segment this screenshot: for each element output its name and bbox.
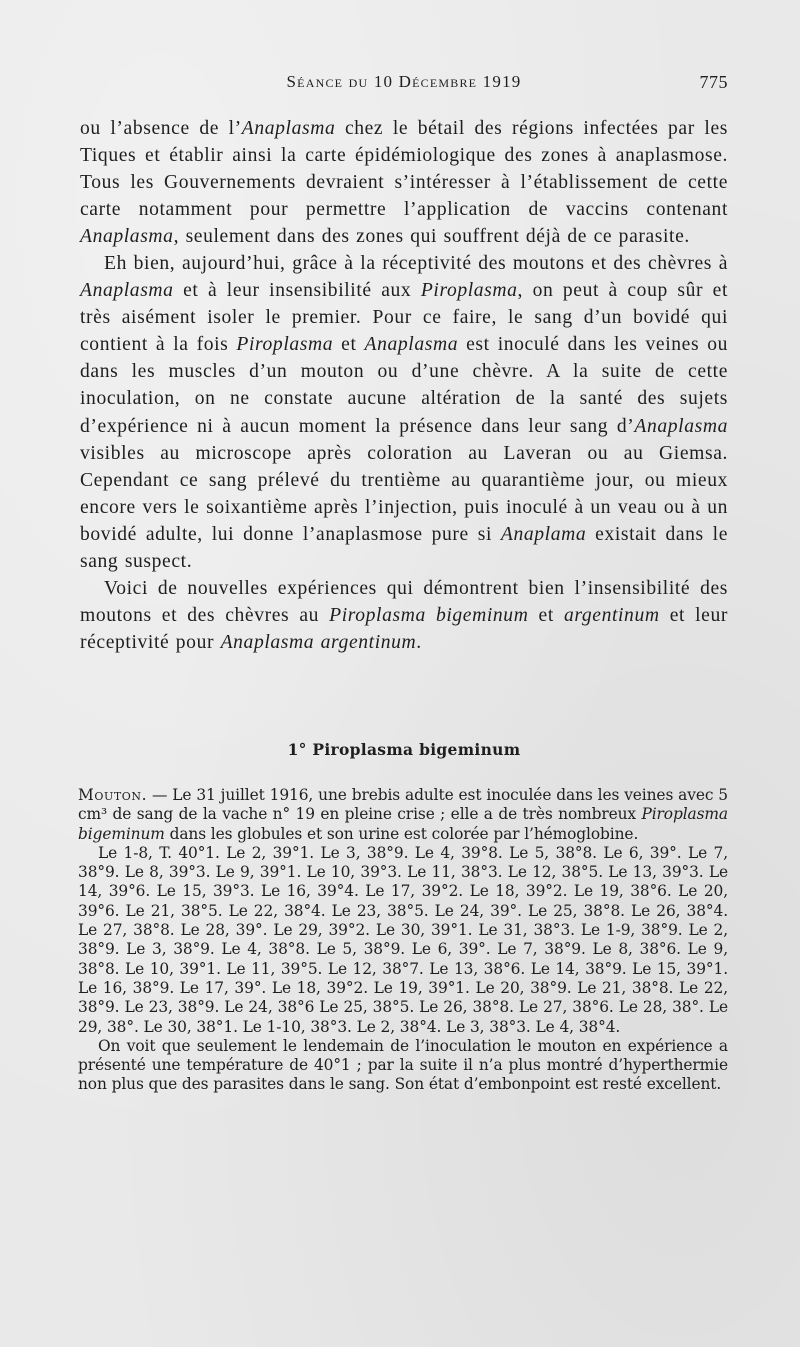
text-run: — Le 31 juillet 1916, une brebis adulte est inoculée dans les veines avec 5 cm³ de sang de la vache n° 19 en pleine crise ; elle a de très nombreux: [78, 786, 728, 824]
italic-term: Piroplasma bigeminum: [329, 604, 529, 626]
experiment-text: [78, 786, 728, 1095]
italic-term: Anaplama: [500, 523, 587, 545]
text-run: et leur réceptivité pour: [80, 604, 728, 653]
text-run: , on peut à coup sûr et très aisément isoler le premier. Pour ce faire, le sang d’un bovidé qui contient à la fois: [80, 280, 728, 356]
running-header: [80, 72, 728, 96]
paragraph-2: [80, 250, 728, 575]
italic-term: Anaplasma: [80, 280, 174, 302]
mouton-label: Mouton.: [78, 786, 148, 804]
header-title: Séance du 10 Décembre 1919: [286, 72, 522, 91]
text-run: visibles au microscope après coloration au Laveran ou au Giemsa. Cependant ce sang prélevé du trentième au quarantième jour, ou mieux encore vers le soixantième après l’injection, puis inoculé à un veau ou à un bovidé adulte, lui donne l’anaplasmose pure si: [80, 442, 728, 545]
italic-term: Anaplasma: [241, 118, 336, 139]
temperature-record: Le 1-8, T. 40°1. Le 2, 39°1. Le 3, 38°9. Le 4, 39°8. Le 5, 38°8. Le 6, 39°. Le 7, 38°9. Le 8, 39°3. Le 9, 39°1. Le 10, 39°3. Le 11, 38°3. Le 12, 38°5. Le 13, 39°3. Le 14, 39°6. Le 15, 39°3. Le 16, 39°4. Le 17, 39°2. Le 18, 39°2. Le 19, 38°6. Le 20, 39°6. Le 21, 38°5. Le 22, 38°4. Le 23, 38°5. Le 24, 39°. Le 25, 38°8. Le 26, 38°4. Le 27, 38°8. Le 28, 39°. Le 29, 39°2. Le 30, 39°1. Le 31, 38°3. Le 1-9, 38°9. Le 2, 38°9. Le 3, 38°9. Le 4, 38°8. Le 5, 38°9. Le 6, 39°. Le 7, 38°9. Le 8, 38°6. Le 9, 38°8. Le 10, 39°1. Le 11, 39°5. Le 12, 38°7. Le 13, 38°6. Le 14, 38°9. Le 15, 39°1. Le 16, 38°9. Le 17, 39°. Le 18, 39°2. Le 19, 39°1. Le 20, 38°9. Le 21, 38°8. Le 22, 38°9. Le 23, 38°9. Le 24, 38°6 Le 25, 38°5. Le 26, 38°8. Le 27, 38°6. Le 28, 38°. Le 29, 38°. Le 30, 38°1. Le 1-10, 38°3. Le 2, 38°4. Le 3, 38°3. Le 4, 38°4.: [78, 843, 728, 1036]
italic-term: Piroplasma: [420, 280, 518, 302]
text-run: et: [528, 604, 564, 626]
italic-term: Piroplasma bigeminum: [78, 805, 728, 843]
text-run: et: [333, 334, 365, 356]
conclusion-paragraph: On voit que seulement le lendemain de l’inoculation le mouton en expérience a présenté une température de 40°1 ; par la suite il n’a plus montré d’hyperthermie non plus que des parasites dans le sang. Son état d’embonpoint est resté excellent.: [78, 1036, 728, 1094]
section-heading: 1° Piroplasma bigeminum: [287, 740, 521, 759]
text-run: Voici de nouvelles expériences qui démontrent bien l’insensibilité des moutons et des chèvres au: [80, 577, 728, 626]
text-run: dans les globules et son urine est colorée par l’hémoglobine.: [164, 824, 639, 843]
text-run: est inoculé dans les veines ou dans les muscles d’un mouton ou d’une chèvre. A la suite de cette inoculation, on ne constate aucune altération de la santé des sujets d’expérience ni à aucun moment la présence dans leur sang d’: [80, 334, 728, 437]
text-run: .: [416, 631, 422, 653]
text-run: ou l’absence de l’: [80, 118, 242, 139]
main-text: [80, 115, 728, 656]
text-run: , seulement dans des zones qui souffrent déjà de ce parasite.: [173, 226, 690, 248]
italic-term: argentinum: [563, 604, 660, 626]
italic-term: Anaplasma argentinum: [220, 631, 417, 653]
text-run: existait dans le sang suspect.: [80, 523, 728, 572]
page-number: 775: [699, 72, 728, 92]
italic-term: Anaplasma: [364, 334, 459, 356]
text-run: chez le bétail des régions infectées par les Tiques et établir ainsi la carte épidémiologique des zones à anaplasmose. Tous les Gouvernements devraient s’intéresser à l’établissement de cette carte notamment pour permettre l’application de vaccins contenant: [80, 118, 728, 221]
mouton-paragraph: [78, 786, 728, 844]
italic-term: Piroplasma: [236, 334, 334, 356]
paragraph-3: [80, 575, 728, 656]
text-run: et à leur insensibilité aux: [173, 280, 421, 302]
italic-term: Anaplasma: [80, 226, 174, 248]
text-run: Eh bien, aujourd’hui, grâce à la réceptivité des moutons et des chèvres à: [104, 253, 728, 275]
italic-term: Anaplasma: [634, 415, 728, 437]
paragraph-1: [80, 115, 728, 250]
